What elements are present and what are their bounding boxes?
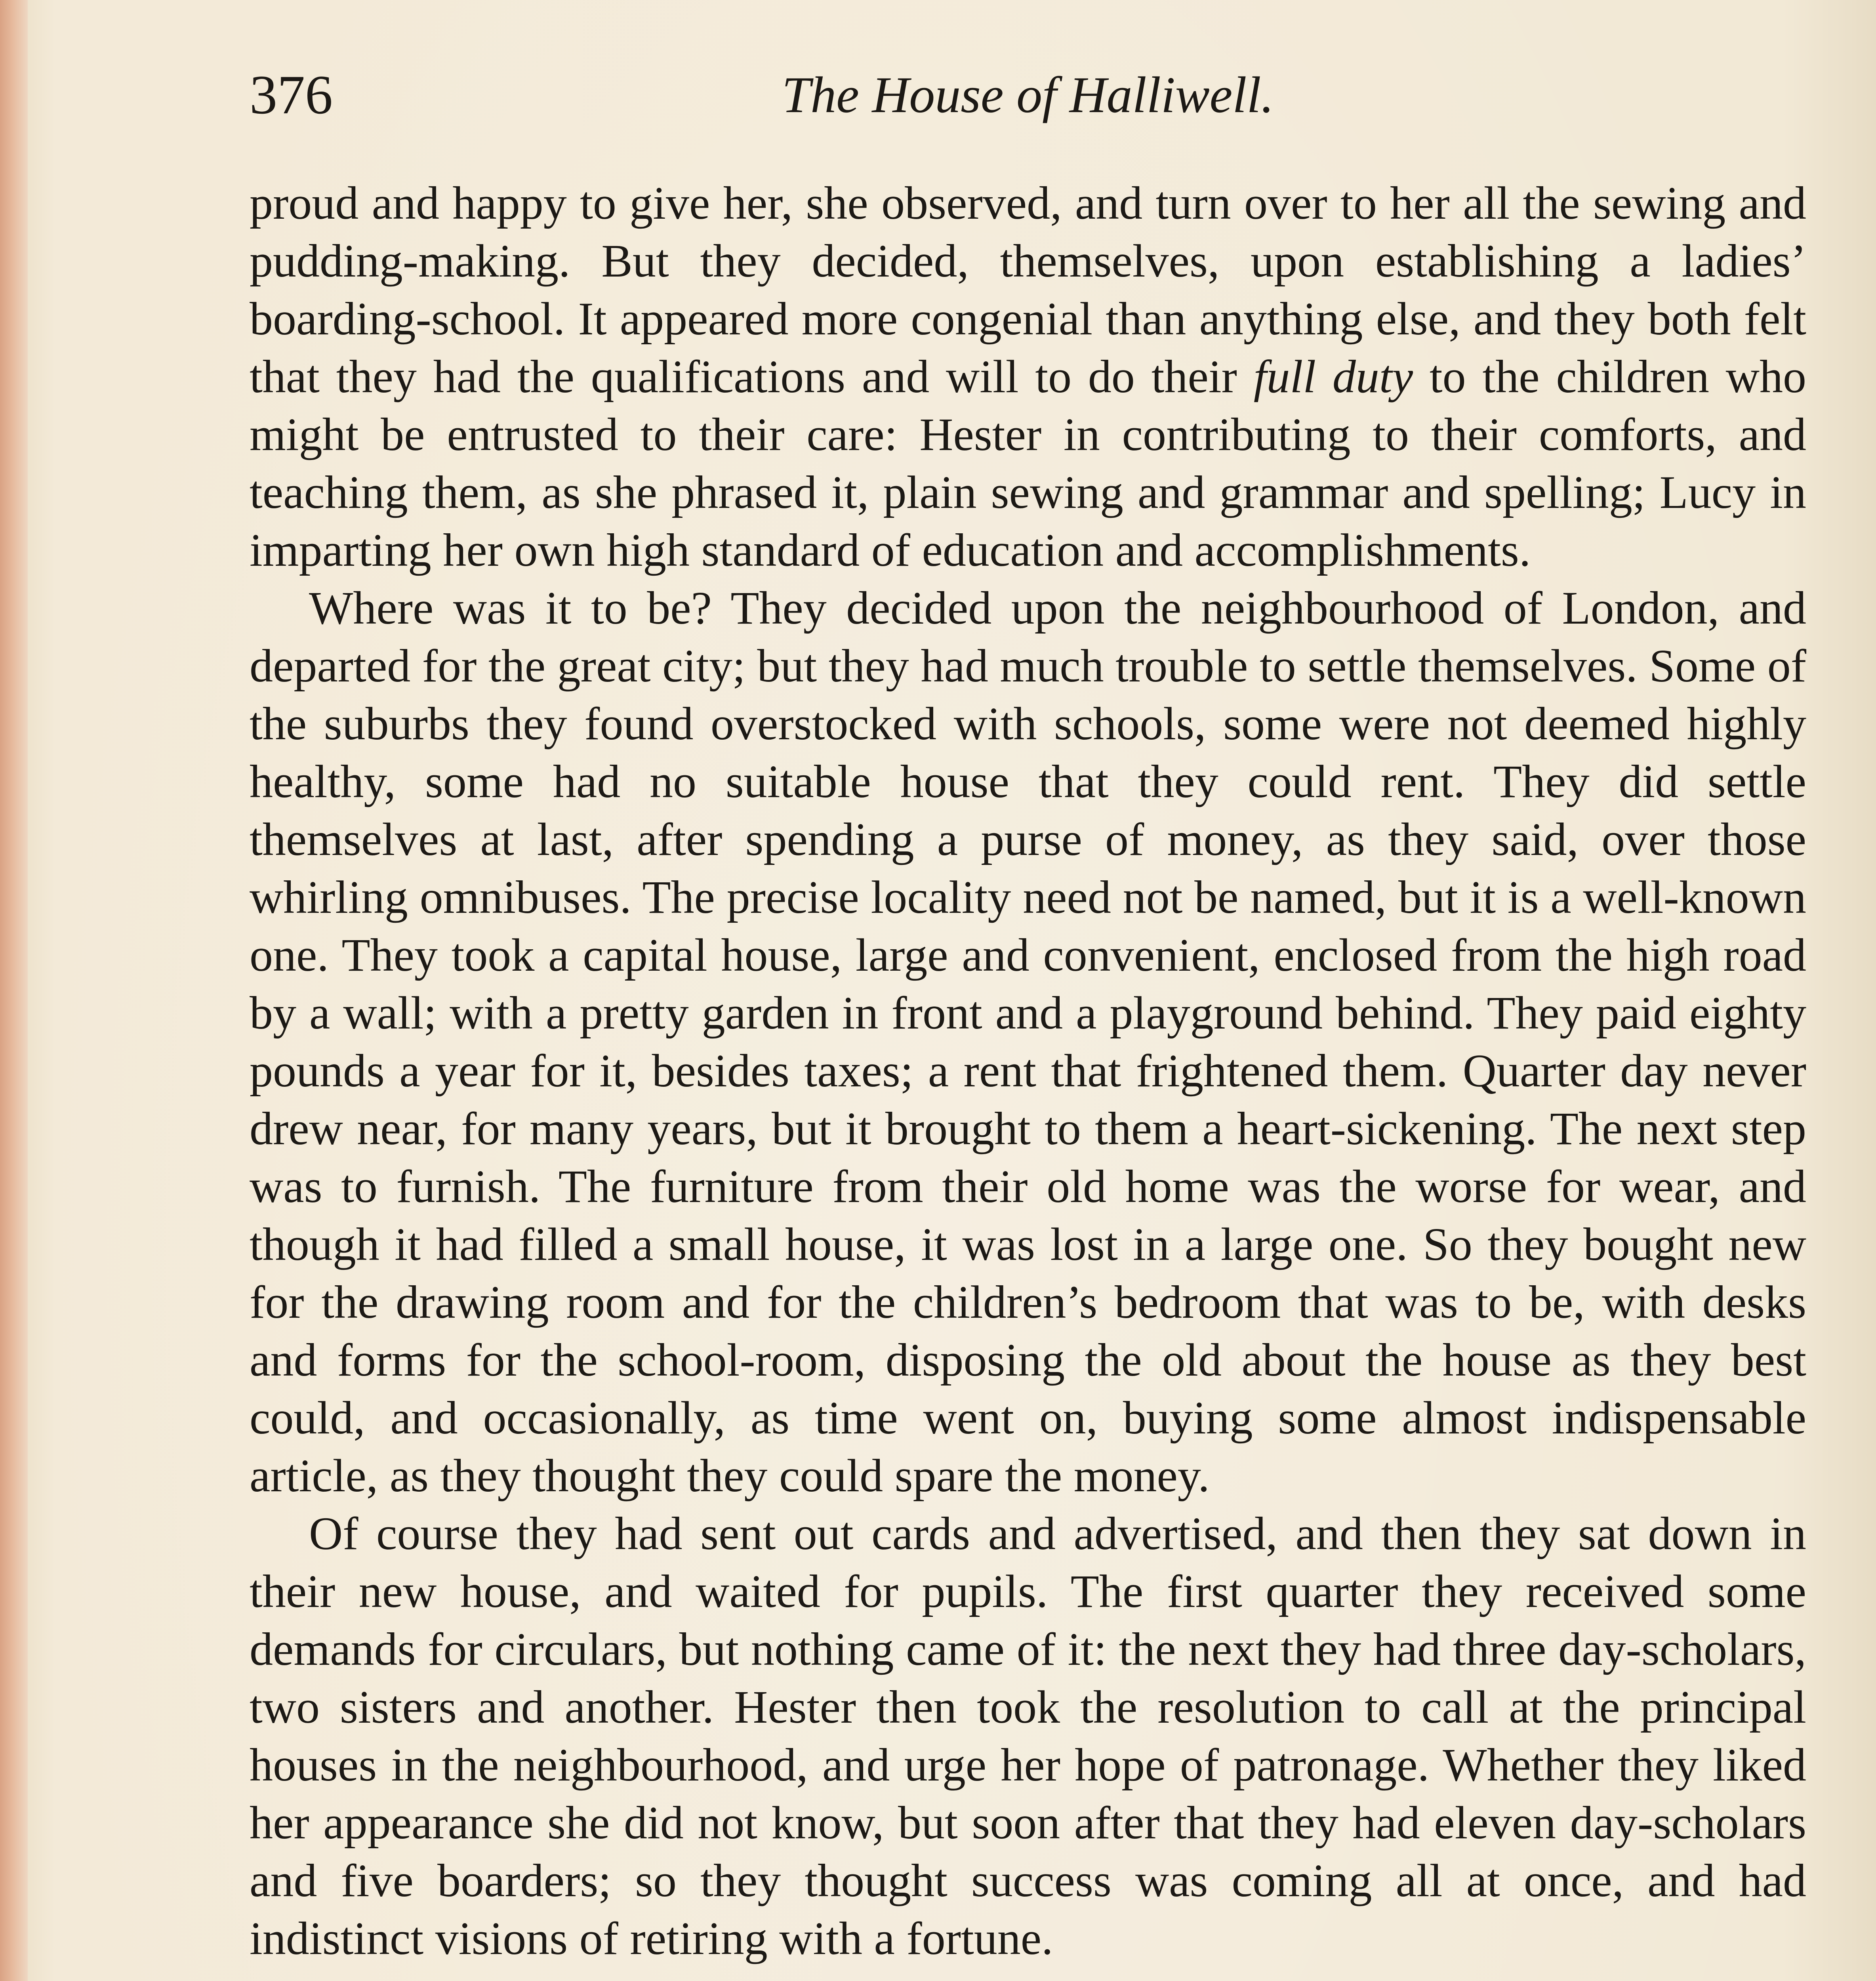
- paragraph-1-text-before: proud and happy to give her, she observed, and turn over to her all the sewing and pudding-making. But they decided, themselves, upon establishing a ladies’ boarding-school. It appeared more congenial than anything else, and they both felt that they had the qualifications and will to do their: [250, 177, 1806, 403]
- page-left-edge: [0, 0, 28, 1981]
- paragraph-1-text-after: to the children who might be entrusted to their care: Hester in contributing to their comforts, and teaching them, as she phrased it, plain sewing and grammar and spelling; Lucy in imparting her own high standard of education and accomplishments.: [250, 351, 1807, 576]
- paragraph-1: [250, 174, 1806, 579]
- paragraph-3: Of course they had sent out cards and advertised, and then they sat down in their new house, and waited for pupils. The first quarter they received some demands for circulars, but nothing came of it: the next they had three day-scholars, two sisters and another. Hester then took the resolution to call at the principal houses in the neighbourhood, and urge her hope of patronage. Whether they liked her appearance she did not know, but soon after that they had eleven day-scholars and five boarders; so they thought success was coming all at once, and had indistinct visions of retiring with a fortune.: [250, 1508, 1806, 1964]
- running-title: The House of Halliwell.: [782, 67, 1274, 124]
- body-text: [250, 174, 1806, 1968]
- page-number: 376: [250, 64, 333, 126]
- page-header: [250, 55, 1806, 143]
- paragraph-2: Where was it to be? They decided upon the neighbourhood of London, and departed for the great city; but they had much trouble to settle themselves. Some of the suburbs they found overstocked with schools, some were not deemed highly healthy, some had no suitable house that they could rent. They did settle themselves at last, after spending a purse of money, as they said, over those whirling omnibuses. The precise locality need not be named, but it is a well-known one. They took a capital house, large and convenient, enclosed from the high road by a wall; with a pretty garden in front and a playground behind. They paid eighty pounds a year for it, besides taxes; a rent that frightened them. Quarter day never drew near, for many years, but it brought to them a heart-sickening. The next step was to furnish. The furniture from their old home was the worse for wear, and though it had filled a small house, it was lost in a large one. So they bought new for the drawing room and for the children’s bedroom that was to be, with desks and forms for the school-room, disposing the old about the house as they best could, and occasionally, as time went on, buying some almost indispensable article, as they thought they could spare the money.: [250, 582, 1806, 1502]
- paragraph-1-italic: full duty: [1253, 351, 1413, 403]
